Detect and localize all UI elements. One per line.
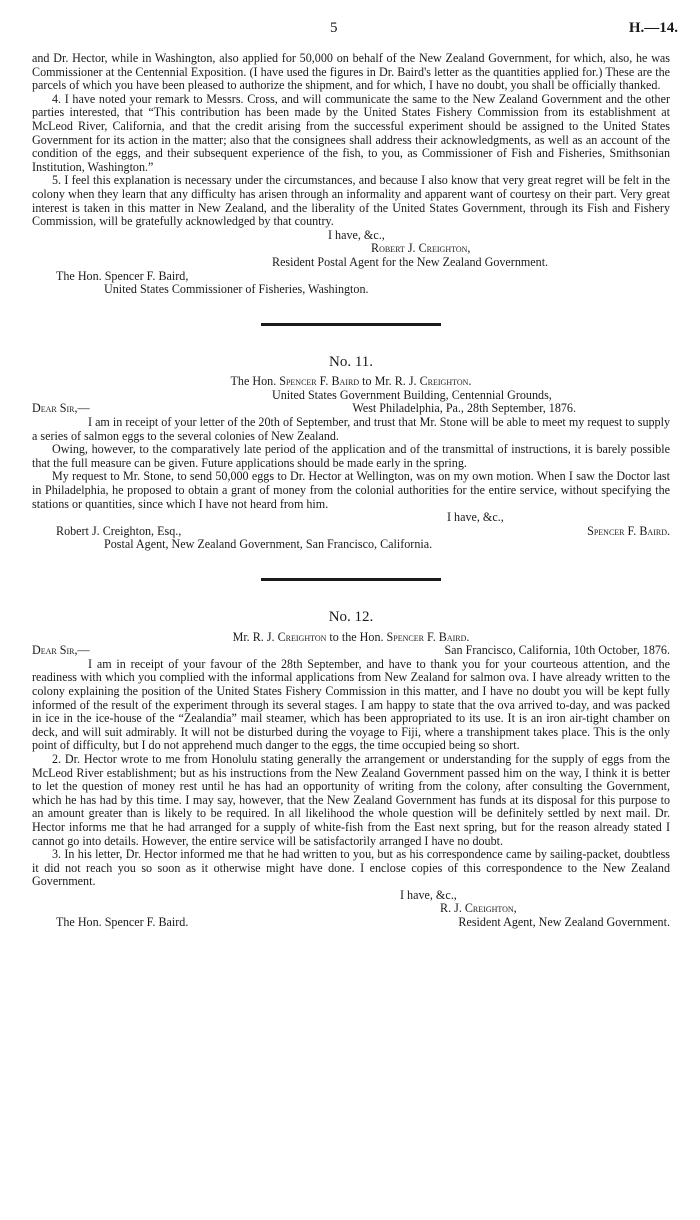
section-divider [261, 323, 441, 326]
section-divider [261, 578, 441, 581]
title-part: to the Hon. [326, 629, 387, 644]
addressee: The Hon. Spencer F. Baird. [56, 915, 189, 930]
title-sender: Spencer F. Baird [279, 374, 360, 389]
paragraph: and Dr. Hector, while in Washington, also applied for 50,000 on behalf of the New Zealand Government, for which, also, he was Commissioner at the Centennial Exposition. (I have used the figures in Dr. Baird's letter as the quantities applied for.) These are the parcels of which you have been pleased to authorize the shipment, and for which, I have no doubt, you shall be officially thanked. [32, 51, 670, 93]
letter-number: No. 11. [328, 353, 374, 370]
document-body [32, 52, 670, 930]
letter-location: United States Government Building, Centennial Grounds, [272, 387, 552, 402]
addressee-title: Postal Agent, New Zealand Government, San Francisco, California. [104, 537, 433, 552]
paragraph: 2. Dr. Hector wrote to me from Honolulu stating generally the arrangement or understanding for the supply of eggs from the McLeod River establishment; but as his instructions from the New Zealand Government passed him on the way, I think it is better to let the question of money rest until he has had an opportunity of writing from the colony, after consulting the Government, which he has had by this time. I may say, however, that the New Zealand Government has funds at its disposal for this purpose to an amount greater than is likely to be required. In all likelihood the whole question will be definitely settled by next mail. Dr. Hector informs me that he had arranged for a supply of white-fish from the East next spring, but for the reason already stated I cannot go into details. However, the entire service will be satisfactorily arranged I have no doubt. [32, 751, 670, 848]
paragraph: Owing, however, to the comparatively late period of the application and of the transmittal of instructions, it is barely possible that the full measure can be given. Future applications should be made early in the spring. [32, 442, 670, 470]
letter-title [32, 631, 670, 645]
signature-title: Resident Agent, New Zealand Government. [458, 915, 670, 930]
signature-row [32, 525, 670, 539]
signature-row [32, 916, 670, 930]
page-number: 5 [330, 20, 338, 36]
letter-11 [32, 353, 670, 552]
paragraph: 5. I feel this explanation is necessary under the circumstances, and because I also know that very great regret will be felt in the colony when they learn that any difficulty has arisen through an informality and apparent want of courtesy on their part. Very great interest is taken in this matter in New Zealand, and the liberality of the United States Government, through its Fish and Fishery Commission, will be gratefully acknowledged by that country. [32, 173, 670, 229]
paragraph: 4. I have noted your remark to Messrs. Cross, and will communicate the same to the New Zealand Government and the other parties interested, that “This contribution has been made by the United States Fishery Commission from its establishment at McLeod River, California, and that the credit arising from the successful experiment should be assigned to the United States Government for its action in the matter; also that the consignees shall address their acknowledgments, as well as an account of the condition of the eggs, and their subsequent experience of the fish, to you, as Commissioner of Fish and Fisheries, Smithsonian Institution, Washington.” [32, 91, 670, 174]
salutation: Dear Sir,— [32, 643, 90, 658]
salutation-row [32, 644, 670, 658]
paragraph: I am in receipt of your letter of the 20th of September, and trust that Mr. Stone will be able to meet my request to supply a series of salmon eggs to the several colonies of New Zealand. [32, 415, 670, 443]
document-reference: H.—14. [628, 20, 678, 36]
signature-name: Robert J. Creighton, [371, 241, 471, 256]
paragraph: 3. In his letter, Dr. Hector informed me that he had written to you, but as his correspondence came by sailing-packet, doubtless it did not reach you so soon as it otherwise might have done. I enclose copies of this correspondence to the New Zealand Government. [32, 847, 670, 889]
closing: I have, &c., [447, 510, 504, 525]
page-header [0, 20, 700, 40]
signature-name: R. J. Creighton, [440, 901, 517, 916]
salutation: Dear Sir,— [32, 401, 90, 416]
signature-title: Resident Postal Agent for the New Zealand Government. [272, 254, 549, 269]
paragraph: I am in receipt of your favour of the 28th September, and have to thank you for your courteous attention, and the readiness with which you complied with the informal applications from New Zealand for salmon ova. I have already written to the colony explaining the position of the United States Fishery Commission in this matter, and I have no doubt you will be kept fully informed of the result of the experiment through its several stages. I am happy to state that the ova arrived to-day, and was packed in ice in the ice-house of the “Zealandia” mail steamer, which has been appropriated to its use. It is an iron air-tight chamber on deck, and will suit admirably. It will not be disturbed during the voyage to Fiji, where a transhipment takes place. This is the only point of difficulty, but I do not apprehend much danger to the eggs, the time occupied being so short. [32, 656, 670, 753]
letter-10-continuation [32, 52, 670, 297]
addressee-title: United States Commissioner of Fisheries, Washington. [104, 282, 369, 297]
letter-date: West Philadelphia, Pa., 28th September, 1876. [352, 401, 576, 416]
closing: I have, &c., [328, 227, 385, 242]
letter-number: No. 12. [328, 609, 374, 625]
salutation-row [32, 402, 670, 416]
closing: I have, &c., [400, 887, 457, 902]
title-part: The Hon. [230, 374, 280, 389]
addressee: The Hon. Spencer F. Baird, [56, 268, 189, 283]
title-part: Mr. [232, 629, 253, 644]
paragraph: My request to Mr. Stone, to send 50,000 eggs to Dr. Hector at Wellington, was on my own motion. When I saw the Doctor last in Philadelphia, he proposed to obtain a grant of money from the colonial authorities for the entire service, without specifying the stations or quantities, since which I have not heard from him. [32, 469, 670, 511]
signature-name: Spencer F. Baird. [587, 523, 670, 538]
title-part: to Mr. [359, 374, 395, 389]
title-recipient: R. J. Creighton. [394, 374, 472, 389]
addressee: Robert J. Creighton, Esq., [56, 523, 182, 538]
letter-12 [32, 611, 670, 930]
title-recipient: Spencer F. Baird. [386, 629, 470, 644]
letter-title [32, 375, 670, 389]
letter-date: San Francisco, California, 10th October, 1876. [444, 643, 670, 658]
title-sender: R. J. Creighton [252, 629, 327, 644]
